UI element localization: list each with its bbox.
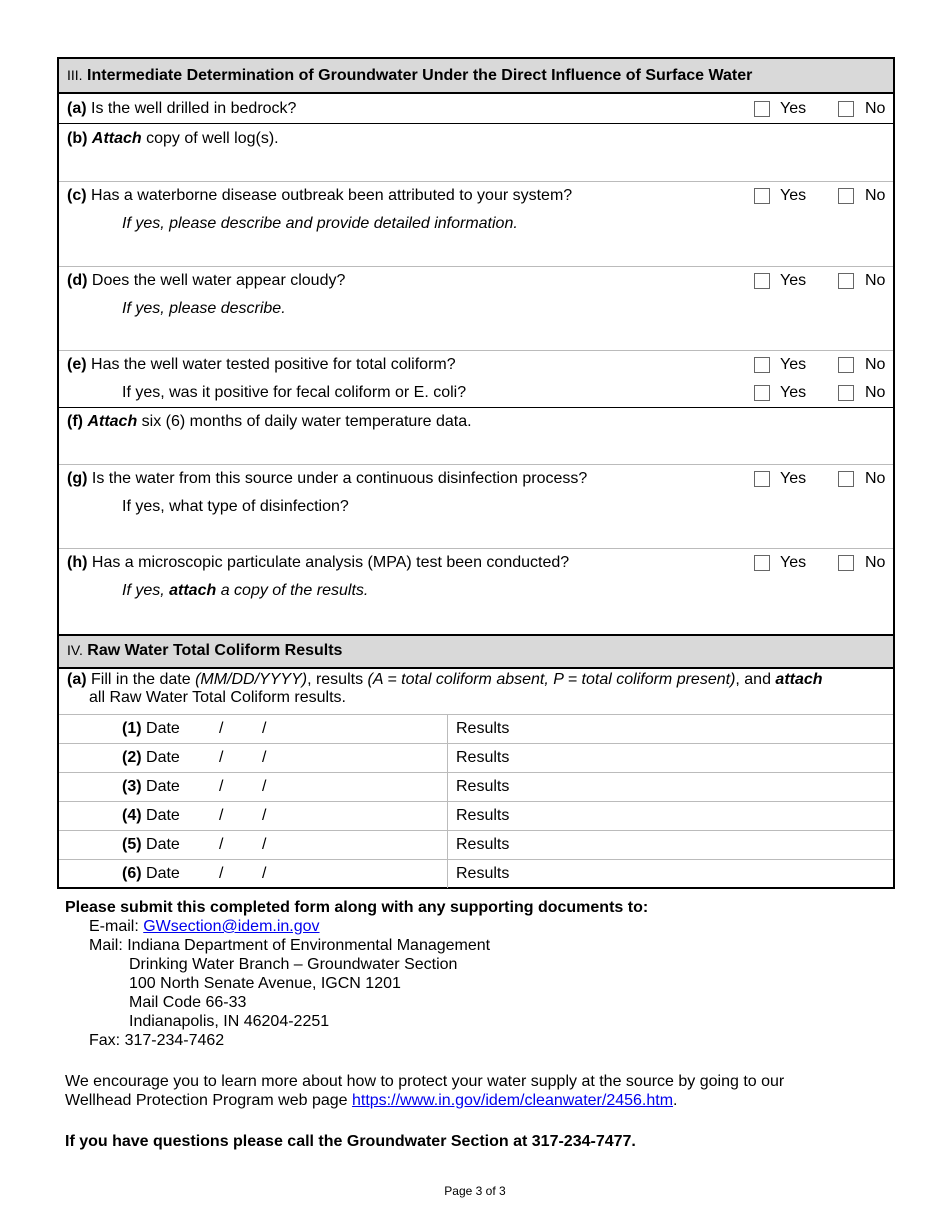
yes-label: Yes bbox=[780, 356, 807, 373]
date-slash: / bbox=[262, 720, 267, 737]
question-b bbox=[59, 124, 893, 182]
subtext-emphasis: attach bbox=[169, 582, 217, 599]
date-slash: / bbox=[262, 865, 267, 882]
yes-checkbox[interactable] bbox=[754, 555, 770, 571]
date-label: Date bbox=[146, 836, 180, 853]
column-divider bbox=[447, 831, 448, 859]
results-label: Results bbox=[456, 778, 510, 795]
yes-label: Yes bbox=[780, 470, 807, 487]
no-label: No bbox=[865, 100, 886, 117]
emphasis: Attach bbox=[87, 413, 138, 430]
row-number: (2) bbox=[122, 749, 142, 766]
results-label: Results bbox=[456, 720, 510, 737]
encourage-text: Wellhead Protection Program web page bbox=[65, 1092, 352, 1109]
yes-checkbox[interactable] bbox=[754, 471, 770, 487]
date-label: Date bbox=[146, 865, 180, 882]
email-label: E-mail: bbox=[89, 918, 144, 935]
row-number: (4) bbox=[122, 807, 142, 824]
tag: (e) bbox=[67, 356, 87, 373]
address-line: 100 North Senate Avenue, IGCN 1201 bbox=[129, 975, 401, 992]
tag: (h) bbox=[67, 554, 88, 571]
yes-label: Yes bbox=[780, 187, 807, 204]
yes-checkbox[interactable] bbox=[754, 101, 770, 117]
no-checkbox[interactable] bbox=[838, 471, 854, 487]
wellhead-link[interactable]: https://www.in.gov/idem/cleanwater/2456.htm bbox=[351, 1092, 674, 1109]
question-text: Does the well water appear cloudy? bbox=[91, 272, 346, 289]
mail-label: Mail: Indiana Department of Environmental Management bbox=[89, 937, 491, 954]
section-4-header bbox=[59, 634, 893, 669]
question-text: six (6) months of daily water temperature data. bbox=[137, 413, 472, 430]
tag: (a) bbox=[67, 671, 87, 688]
yes-label: Yes bbox=[780, 272, 807, 289]
date-slash: / bbox=[262, 807, 267, 824]
section-4-instructions bbox=[59, 667, 893, 715]
results-label: Results bbox=[456, 749, 510, 766]
question-text: copy of well log(s). bbox=[141, 130, 279, 147]
question-subtext: If yes, what type of disinfection? bbox=[122, 498, 349, 515]
address-line: Indianapolis, IN 46204-2251 bbox=[129, 1013, 330, 1030]
yes-label: Yes bbox=[780, 100, 807, 117]
no-checkbox[interactable] bbox=[838, 188, 854, 204]
date-label: Date bbox=[146, 749, 180, 766]
section-title: Raw Water Total Coliform Results bbox=[87, 642, 343, 659]
date-slash: / bbox=[219, 836, 224, 853]
yes-label: Yes bbox=[780, 554, 807, 571]
yes-label: Yes bbox=[780, 384, 807, 401]
results-label: Results bbox=[456, 865, 510, 882]
question-text: Has a waterborne disease outbreak been attributed to your system? bbox=[91, 187, 573, 204]
address-line: Drinking Water Branch – Groundwater Section bbox=[129, 956, 458, 973]
question-d bbox=[59, 267, 893, 351]
column-divider bbox=[447, 773, 448, 801]
date-slash: / bbox=[219, 749, 224, 766]
date-label: Date bbox=[146, 807, 180, 824]
fax: Fax: 317-234-7462 bbox=[89, 1032, 225, 1049]
no-checkbox[interactable] bbox=[838, 273, 854, 289]
text: , results bbox=[307, 671, 368, 688]
yes-checkbox[interactable] bbox=[754, 273, 770, 289]
no-checkbox[interactable] bbox=[838, 101, 854, 117]
row-number: (3) bbox=[122, 778, 142, 795]
results-row bbox=[59, 831, 893, 860]
results-row bbox=[59, 860, 893, 888]
question-text: Is the water from this source under a continuous disinfection process? bbox=[91, 470, 588, 487]
results-row bbox=[59, 773, 893, 802]
tag: (c) bbox=[67, 187, 87, 204]
tag: (d) bbox=[67, 272, 88, 289]
question-subtext: If yes, was it positive for fecal coliform or E. coli? bbox=[122, 384, 467, 401]
results-row bbox=[59, 802, 893, 831]
page-number: Page 3 of 3 bbox=[444, 1184, 506, 1198]
section-title: Intermediate Determination of Groundwater Under the Direct Influence of Surface Water bbox=[87, 67, 753, 84]
text: attach bbox=[775, 671, 823, 688]
text: all Raw Water Total Coliform results. bbox=[89, 689, 346, 706]
question-subtext: If yes, please describe and provide detailed information. bbox=[122, 215, 518, 232]
submit-heading: Please submit this completed form along with any supporting documents to: bbox=[65, 899, 649, 916]
row-number: (1) bbox=[122, 720, 142, 737]
results-row bbox=[59, 715, 893, 744]
no-label: No bbox=[865, 554, 886, 571]
text: (MM/DD/YYYY) bbox=[195, 671, 308, 688]
date-slash: / bbox=[262, 836, 267, 853]
text: Fill in the date bbox=[86, 671, 196, 688]
no-label: No bbox=[865, 187, 886, 204]
questions-text: If you have questions please call the Groundwater Section at 317-234-7477. bbox=[65, 1133, 636, 1150]
date-slash: / bbox=[219, 720, 224, 737]
no-checkbox[interactable] bbox=[838, 357, 854, 373]
question-text: Has the well water tested positive for total coliform? bbox=[91, 356, 456, 373]
no-label: No bbox=[865, 384, 886, 401]
ecoli-no-checkbox[interactable] bbox=[838, 385, 854, 401]
column-divider bbox=[447, 860, 448, 888]
question-e bbox=[59, 351, 893, 408]
question-g bbox=[59, 465, 893, 549]
date-slash: / bbox=[219, 865, 224, 882]
results-row bbox=[59, 744, 893, 773]
email-link[interactable]: GWsection@idem.in.gov bbox=[143, 918, 320, 935]
column-divider bbox=[447, 744, 448, 772]
results-label: Results bbox=[456, 836, 510, 853]
no-label: No bbox=[865, 272, 886, 289]
question-a bbox=[59, 94, 893, 124]
no-label: No bbox=[865, 470, 886, 487]
date-label: Date bbox=[146, 778, 180, 795]
date-slash: / bbox=[262, 778, 267, 795]
tag: (g) bbox=[67, 470, 88, 487]
date-slash: / bbox=[219, 807, 224, 824]
section-3-header bbox=[59, 59, 893, 94]
yes-checkbox[interactable] bbox=[754, 188, 770, 204]
no-label: No bbox=[865, 356, 886, 373]
form-table bbox=[57, 57, 895, 889]
subtext: a copy of the results. bbox=[216, 582, 369, 599]
question-h bbox=[59, 549, 893, 634]
section-number: III. bbox=[67, 67, 83, 83]
date-slash: / bbox=[262, 749, 267, 766]
yes-checkbox[interactable] bbox=[754, 357, 770, 373]
no-checkbox[interactable] bbox=[838, 555, 854, 571]
question-text: Is the well drilled in bedrock? bbox=[91, 100, 297, 117]
results-label: Results bbox=[456, 807, 510, 824]
encourage-text: We encourage you to learn more about how to protect your water supply at the source by going to our bbox=[65, 1073, 785, 1090]
row-number: (6) bbox=[122, 865, 142, 882]
ecoli-yes-checkbox[interactable] bbox=[754, 385, 770, 401]
period: . bbox=[673, 1092, 678, 1109]
address-line: Mail Code 66-33 bbox=[129, 994, 247, 1011]
tag: (b) bbox=[67, 130, 88, 147]
question-c bbox=[59, 182, 893, 267]
text: (A = total coliform absent, P = total coliform present) bbox=[367, 671, 736, 688]
column-divider bbox=[447, 715, 448, 743]
tag: (f) bbox=[67, 413, 83, 430]
row-number: (5) bbox=[122, 836, 142, 853]
question-f bbox=[59, 408, 893, 465]
text: , and bbox=[735, 671, 776, 688]
emphasis: Attach bbox=[91, 130, 142, 147]
section-number: IV. bbox=[67, 642, 83, 658]
question-text: Has a microscopic particulate analysis (MPA) test been conducted? bbox=[91, 554, 570, 571]
column-divider bbox=[447, 802, 448, 830]
tag: (a) bbox=[67, 100, 87, 117]
date-label: Date bbox=[146, 720, 180, 737]
date-slash: / bbox=[219, 778, 224, 795]
question-subtext: If yes, please describe. bbox=[122, 300, 286, 317]
subtext: If yes, bbox=[122, 582, 170, 599]
